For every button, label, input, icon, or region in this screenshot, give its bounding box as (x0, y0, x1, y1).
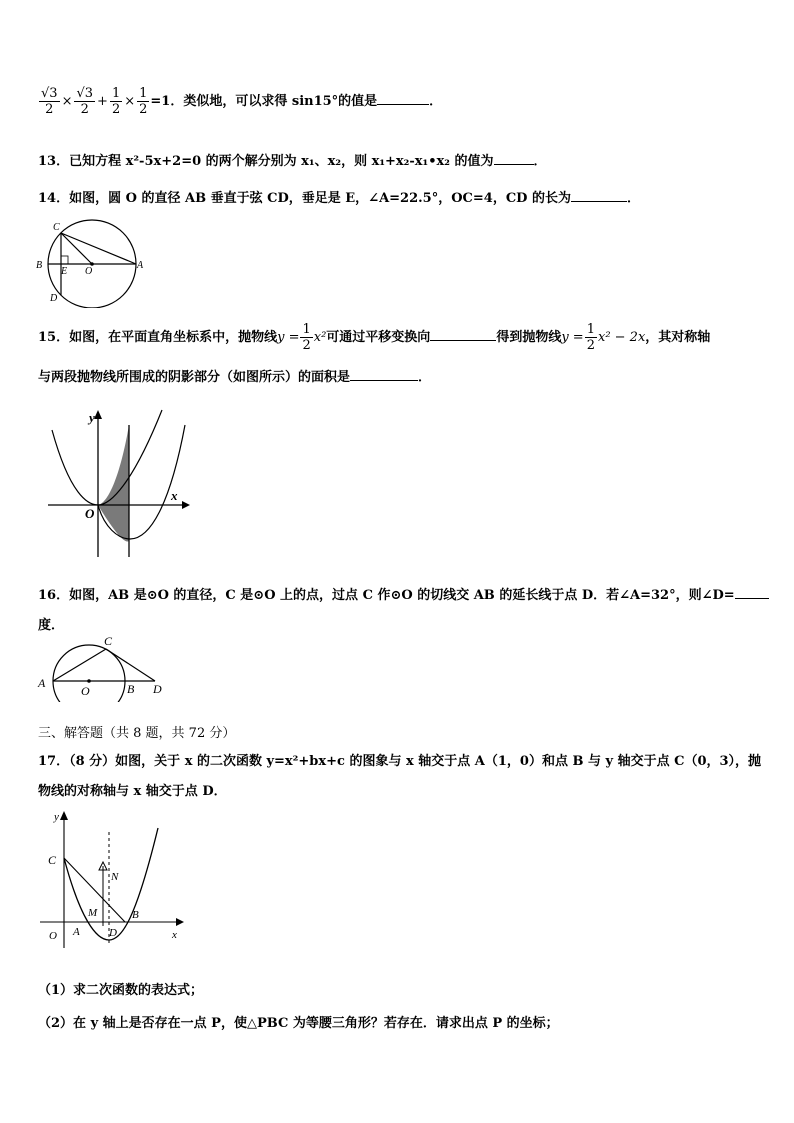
label-m: M (88, 907, 98, 919)
question-17-part-2: （2）在 y 轴上是否存在一点 P，使△PBC 为等腰三角形？若存在．请求出点 P 的坐标； (38, 1016, 559, 1031)
top-line: $\frac{√3}{2}$ × $\frac{√3}{2}$ + $\frac{1}{2}$ × $\frac{1}{2}$ =1．类似地，可以求得 sin15°的值是 ． (41, 86, 443, 117)
answer-blank (735, 586, 769, 599)
answer-blank (494, 152, 534, 165)
label-y: y (89, 410, 95, 425)
fraction: $\frac{√3}{2}$ (41, 86, 58, 117)
label-a: A (73, 926, 80, 938)
label-o: O (49, 930, 57, 942)
section-heading: 三、解答题（共 8 题，共 72 分） (38, 726, 236, 741)
label-x: x (171, 488, 178, 503)
answer-blank (430, 328, 496, 341)
question-16-line-2: 度． (38, 618, 65, 633)
q16-tangent-figure (36, 632, 171, 702)
label-d: D (50, 293, 58, 304)
label-o: O (85, 506, 95, 521)
answer-blank (350, 368, 418, 381)
answer-blank (377, 92, 429, 105)
label-b: B (132, 909, 139, 921)
label-x: x (172, 929, 177, 941)
label-b: B (127, 682, 135, 696)
label-o: O (85, 266, 93, 277)
q17-parabola-figure (40, 808, 190, 948)
question-17-line-2: 物线的对称轴与 x 轴交于点 D． (38, 784, 227, 799)
label-c: C (53, 222, 60, 233)
question-14: 14．如图，圆 O 的直径 AB 垂直于弦 CD，垂足是 E，∠A=22.5°，OC=4，CD 的长为 ． (38, 191, 640, 206)
question-17-part-1: （1）求二次函数的表达式； (38, 983, 204, 998)
label-a: A (137, 260, 144, 271)
answer-blank (571, 189, 627, 202)
label-a: A (38, 676, 46, 690)
fraction: $\frac{1}{2}$ (139, 86, 148, 117)
label-d: D (153, 682, 162, 696)
label-d: D (109, 927, 117, 939)
label-e: E (61, 266, 68, 277)
label-c: C (48, 853, 57, 867)
question-15-line-1: 15．如图，在平面直角坐标系中，抛物线y = $\frac{1}{2}$ x²可通过平移变换向 得到抛物线y = $\frac{1}{2}$ x² − 2x，其对称轴 (38, 322, 711, 353)
fraction-one-half: $\frac{1}{2}$ (586, 322, 595, 353)
question-15-line-2: 与两段抛物线所围成的阴影部分（如图所示）的面积是 ． (38, 370, 432, 385)
label-n: N (111, 871, 119, 883)
label-c: C (104, 634, 113, 648)
question-17-line-1: 17．（8 分）如图，关于 x 的二次函数 y=x²+bx+c 的图象与 x 轴交于点 A（1，0）和点 B 与 y 轴交于点 C（0，3），抛 (38, 754, 762, 769)
label-o: O (81, 684, 90, 698)
question-16-line-1: 16．如图，AB 是⊙O 的直径，C 是⊙O 上的点，过点 C 作⊙O 的切线交 AB 的延长线于点 D．若∠A=32°，则∠D= (38, 584, 769, 603)
q15-parabola-figure (40, 405, 190, 560)
fraction-one-half: $\frac{1}{2}$ (302, 322, 311, 353)
fraction: $\frac{√3}{2}$ (76, 86, 94, 117)
q14-circle-figure (34, 216, 154, 308)
label-b: B (36, 260, 43, 271)
question-13: 13．已知方程 x²-5x+2=0 的两个解分别为 x₁、x₂，则 x₁+x₂-x₁•x₂ 的值为 ． (38, 154, 547, 169)
fraction: $\frac{1}{2}$ (111, 86, 121, 117)
label-y: y (54, 811, 59, 823)
